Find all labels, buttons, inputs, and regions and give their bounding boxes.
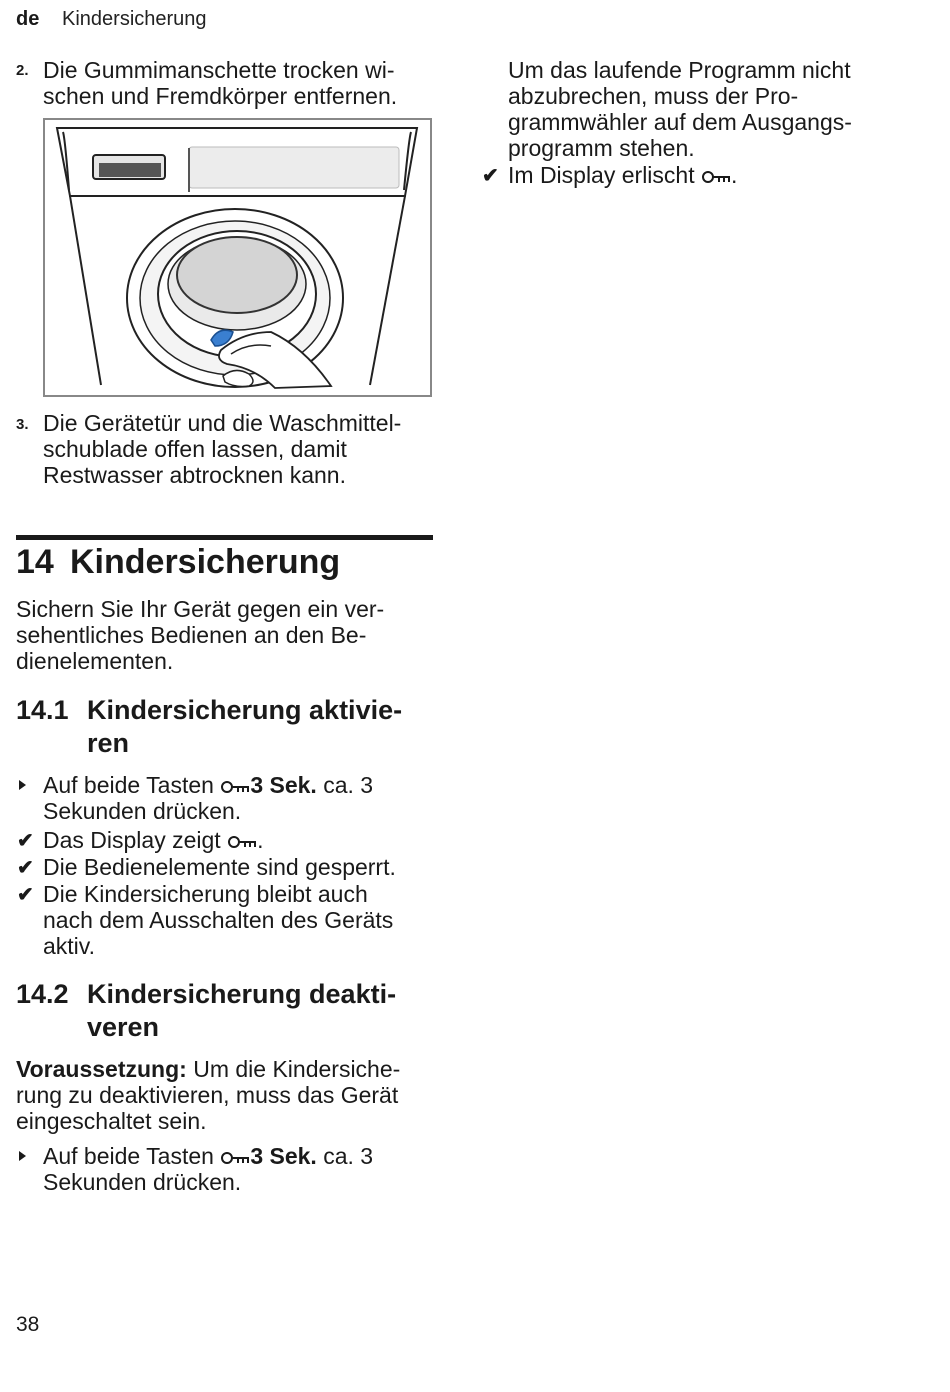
result-punct: . bbox=[257, 827, 264, 853]
subsection-title-line: Kindersicherung deakti- bbox=[87, 979, 397, 1009]
section-title: Kindersicherung bbox=[70, 543, 341, 581]
check-icon: ✔ bbox=[17, 884, 34, 906]
header-title: Kindersicherung bbox=[62, 8, 207, 30]
right-line: grammwähler auf dem Ausgangs- bbox=[508, 109, 852, 135]
step-number: 3. bbox=[16, 416, 29, 433]
intro-line: dienelementen. bbox=[16, 648, 174, 674]
subsection-number: 14.2 bbox=[16, 979, 69, 1009]
section-heading bbox=[16, 542, 340, 582]
step-line: Die Gerätetür und die Waschmittel- bbox=[43, 410, 402, 436]
subsection-title bbox=[87, 978, 396, 1044]
result-text: Das Display zeigt bbox=[43, 827, 221, 853]
right-line: programm stehen. bbox=[508, 135, 695, 161]
subsection-title-line: Kindersicherung aktivie- bbox=[87, 695, 403, 725]
result-line: nach dem Ausschalten des Geräts bbox=[43, 907, 394, 933]
step-number: 2. bbox=[16, 62, 29, 79]
prerequisite bbox=[16, 1056, 400, 1134]
action-bold: 3 Sek. bbox=[250, 1143, 317, 1169]
intro-line: Sichern Sie Ihr Gerät gegen ein ver- bbox=[16, 596, 385, 622]
washing-machine-illustration bbox=[43, 118, 432, 397]
subsection-title bbox=[87, 694, 402, 760]
result-line: Die Kindersicherung bleibt auch bbox=[43, 881, 368, 907]
check-icon: ✔ bbox=[17, 857, 34, 879]
key-icon bbox=[220, 780, 250, 794]
action-line2: Sekunden drücken. bbox=[43, 798, 242, 824]
action-bold: 3 Sek. bbox=[250, 772, 317, 798]
action-suffix: ca. 3 bbox=[323, 1143, 374, 1169]
action-prefix: Auf beide Tasten bbox=[43, 772, 214, 798]
header-language: de bbox=[16, 8, 40, 30]
key-icon bbox=[701, 170, 731, 184]
result-item: Die Bedienelemente sind gesperrt. bbox=[43, 854, 396, 880]
step-text bbox=[43, 410, 401, 488]
subsection-number: 14.1 bbox=[16, 695, 69, 725]
result-item bbox=[43, 881, 393, 959]
subsection-title-line: ren bbox=[87, 728, 130, 758]
right-column-text bbox=[508, 57, 852, 161]
action-step bbox=[43, 772, 373, 824]
step-line: Restwasser abtrocknen kann. bbox=[43, 462, 346, 488]
action-suffix: ca. 3 bbox=[323, 772, 374, 798]
step-line: schen und Fremdkörper entfernen. bbox=[43, 83, 398, 109]
prerequisite-line: eingeschaltet sein. bbox=[16, 1108, 207, 1134]
action-line2: Sekunden drücken. bbox=[43, 1169, 242, 1195]
result-punct: . bbox=[731, 162, 738, 188]
right-line: Um das laufende Programm nicht bbox=[508, 57, 851, 83]
prerequisite-label: Voraussetzung: bbox=[16, 1056, 187, 1082]
result-line: aktiv. bbox=[43, 933, 95, 959]
section-intro bbox=[16, 596, 384, 674]
step-line: schublade offen lassen, damit bbox=[43, 436, 347, 462]
intro-line: sehentliches Bedienen an den Be- bbox=[16, 622, 367, 648]
subsection-title-line: veren bbox=[87, 1012, 160, 1042]
action-step bbox=[43, 1143, 373, 1195]
prerequisite-text: Um die Kindersiche- bbox=[186, 1056, 401, 1082]
result-item bbox=[43, 827, 263, 853]
result-text: Im Display erlischt bbox=[508, 162, 695, 188]
step-line: Die Gummimanschette trocken wi- bbox=[43, 57, 395, 83]
check-icon: ✔ bbox=[482, 165, 499, 187]
section-rule bbox=[16, 535, 433, 540]
check-icon: ✔ bbox=[17, 830, 34, 852]
section-number: 14 bbox=[16, 543, 54, 581]
right-line: abzubrechen, muss der Pro- bbox=[508, 83, 799, 109]
step-text bbox=[43, 57, 397, 109]
triangle-bullet-icon bbox=[19, 1151, 26, 1161]
key-icon bbox=[220, 1151, 250, 1165]
prerequisite-line: rung zu deaktivieren, muss das Gerät bbox=[16, 1082, 399, 1108]
page-number: 38 bbox=[16, 1313, 40, 1336]
triangle-bullet-icon bbox=[19, 780, 26, 790]
key-icon bbox=[227, 835, 257, 849]
result-item bbox=[508, 162, 737, 188]
action-prefix: Auf beide Tasten bbox=[43, 1143, 214, 1169]
